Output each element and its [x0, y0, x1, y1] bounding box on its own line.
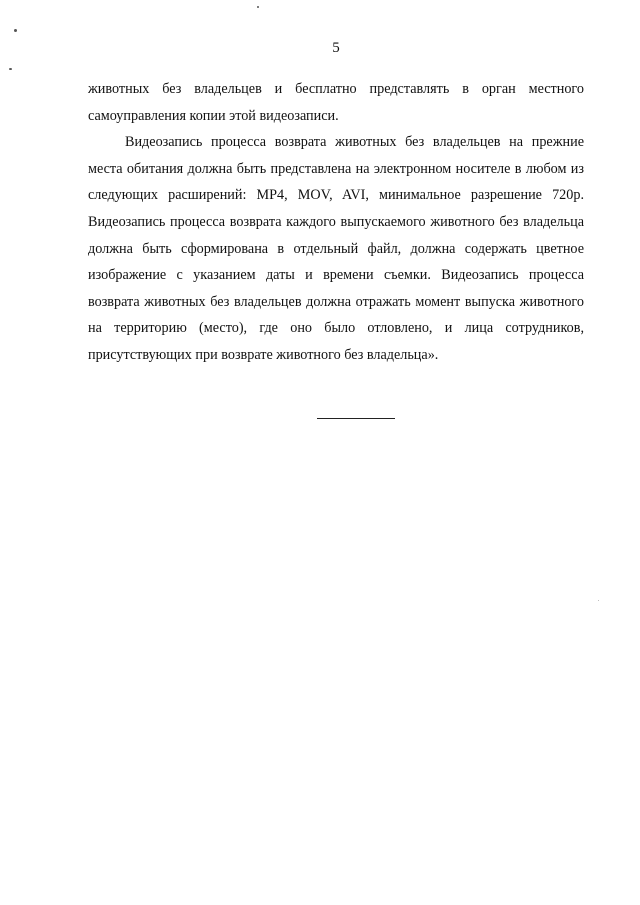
text-line: должна быть сформирована в отдельный файл, должна содержать цветное: [88, 240, 584, 257]
text-line: следующих расширений: MP4, MOV, AVI, минимальное разрешение 720р.: [88, 187, 584, 204]
text-line: животных без владельцев и бесплатно представлять в орган местного: [88, 81, 584, 97]
page-number: 5: [332, 40, 340, 56]
text-line: Видеозапись процесса возврата каждого выпускаемого животного без владельца: [88, 213, 584, 230]
end-separator-line: [317, 418, 395, 419]
scan-speck: [257, 6, 259, 8]
text-line: самоуправления копии этой видеозаписи.: [88, 107, 339, 124]
text-line: на территорию (место), где оно было отловлено, и лица сотрудников,: [88, 320, 584, 337]
text-line: присутствующих при возврате животного без владельца».: [88, 346, 439, 363]
text-line: изображение с указанием даты и времени съемки. Видеозапись процесса: [88, 267, 584, 284]
text-line: Видеозапись процесса возврата животных без владельцев на прежние: [125, 134, 584, 151]
scan-speck: [598, 600, 599, 601]
body-text: [88, 76, 584, 369]
scan-speck: [14, 29, 17, 32]
text-line: возврата животных без владельцев должна отражать момент выпуска животного: [88, 293, 584, 310]
text-line: места обитания должна быть представлена на электронном носителе в любом из: [88, 160, 584, 177]
scan-speck: [9, 68, 12, 70]
